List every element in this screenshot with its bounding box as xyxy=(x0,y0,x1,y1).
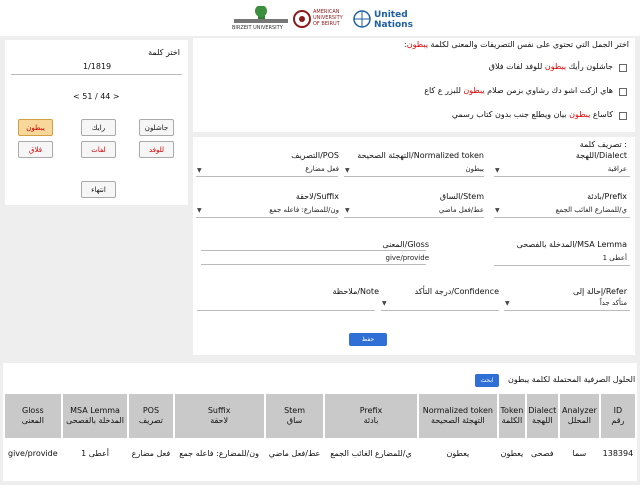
aub-seal-icon xyxy=(293,8,311,30)
sentence-checkbox-3[interactable] xyxy=(619,112,627,120)
prefix-chevron-down-icon[interactable]: ▼ xyxy=(495,207,500,214)
cell-gloss: give/provide xyxy=(5,440,61,468)
cell-prefix: ي/للمضارع الغائب الجمع xyxy=(325,440,416,468)
cell-dialect: فصحى xyxy=(527,440,558,468)
results-title: الحلول الصرفية المحتملة لكلمة يبطون xyxy=(508,375,636,384)
word-button-4[interactable]: للوفد xyxy=(139,141,174,158)
word-picker-panel xyxy=(5,40,188,205)
confidence-chevron-down-icon[interactable]: ▼ xyxy=(382,300,387,307)
un-text-line-2: Nations xyxy=(374,20,413,30)
birzeit-text: BIRZEIT UNIVERSITY xyxy=(232,25,283,31)
done-button[interactable]: انتهاء xyxy=(81,181,116,198)
suffix-label: لاحقة/Suffix xyxy=(295,192,339,201)
cell-normalized: يعطون xyxy=(419,440,498,468)
normalized-label: التهجئة الصحيحة/Normalized token xyxy=(357,151,484,160)
confidence-label: درجة التأكد/Confidence xyxy=(414,287,499,296)
aub-logo xyxy=(293,6,349,32)
dialect-chevron-down-icon[interactable]: ▼ xyxy=(495,167,500,174)
un-logo xyxy=(352,6,412,32)
stem-select[interactable]: عط/فعل ماضي xyxy=(438,206,484,214)
un-emblem-icon xyxy=(352,9,372,29)
birzeit-logo xyxy=(232,6,290,32)
cell-msa-lemma: أعطى 1 xyxy=(63,440,128,468)
gloss-label: المعنى/Gloss xyxy=(382,240,429,249)
word-button-2[interactable]: رايك xyxy=(81,119,116,136)
aub-text-line-2: UNIVERSITY xyxy=(313,15,343,21)
search-button[interactable]: ابحث xyxy=(475,374,499,387)
word-button-1[interactable]: جاشلون xyxy=(139,119,174,136)
table-row[interactable] xyxy=(5,440,635,468)
sentence-checkbox-1[interactable] xyxy=(619,64,627,72)
note-label: ملاحظة/Note xyxy=(332,287,379,296)
refer-select[interactable]: متأكد جداً xyxy=(599,299,627,307)
cell-stem: عط/فعل ماضي xyxy=(266,440,324,468)
stem-chevron-down-icon[interactable]: ▼ xyxy=(345,207,350,214)
normalized-select[interactable]: يبطون xyxy=(465,165,484,173)
save-button[interactable]: حفظ xyxy=(349,333,387,346)
logos-bar xyxy=(0,0,640,36)
cell-suffix: ون/للمضارع: فاعله جمع xyxy=(175,440,264,468)
refer-chevron-down-icon[interactable]: ▼ xyxy=(505,300,510,307)
word-button-6[interactable]: فلاق xyxy=(18,141,53,158)
cell-pos: فعل مضارع xyxy=(129,440,172,468)
cell-token: يعطون xyxy=(499,440,524,468)
word-picker-title: اختر كلمة xyxy=(148,48,180,57)
prefix-select[interactable]: ي/للمضارع الغائب الجمع xyxy=(555,206,627,214)
header-msa-lemma: MSA Lemma المدخلة بالفصحى xyxy=(63,394,128,438)
word-button-5[interactable]: لفات xyxy=(81,141,116,158)
normalized-chevron-down-icon[interactable]: ▼ xyxy=(345,167,350,174)
sentence-text-1: جاشلون رأيك يبطون للوفد لفات فلاق xyxy=(488,62,613,71)
gloss-input[interactable]: give/provide xyxy=(385,254,429,262)
suffix-select[interactable]: ون/للمضارع: فاعله جمع xyxy=(269,206,339,214)
stem-label: الساق/Stem xyxy=(439,192,484,201)
pos-label: التصريف/POS xyxy=(291,151,339,160)
msa-lemma-label: المدخلة بالفصحى/MSA Lemma xyxy=(516,240,627,249)
header-gloss: Gloss المعنى xyxy=(5,394,61,438)
header-analyzer: Analyzer المحلل xyxy=(560,394,599,438)
header-prefix: Prefix بادئة xyxy=(325,394,416,438)
header-token: Token الكلمة xyxy=(499,394,524,438)
pos-chevron-down-icon[interactable]: ▼ xyxy=(197,167,202,174)
header-suffix: Suffix لاحقة xyxy=(175,394,264,438)
dialect-label: اللهجة/Dialect xyxy=(575,151,627,160)
un-text-line-1: United xyxy=(374,10,408,20)
dialect-select[interactable]: عراقية xyxy=(607,165,627,173)
word-button-3-selected[interactable]: يبطون xyxy=(18,119,53,136)
aub-text-line-3: OF BEIRUT xyxy=(313,21,340,27)
word-counter: 1/1819 xyxy=(83,62,112,71)
sentence-text-3: كاساع يبطون بيان ويطلع جنب بدون كتاب رسمي xyxy=(451,110,613,119)
header-dialect: Dialect اللهجة xyxy=(527,394,558,438)
msa-lemma-input[interactable]: أعطى 1 xyxy=(602,254,627,262)
pos-select[interactable]: فعل مضارع xyxy=(305,165,339,173)
form-panel xyxy=(193,137,635,355)
sentence-text-2: هاي ازكت اشو دك رشاوي بزمن صلام يبطون للبزر ع كاع xyxy=(424,86,613,95)
header-stem: Stem ساق xyxy=(266,394,324,438)
cell-analyzer: سما xyxy=(560,440,599,468)
aub-text-line-1: AMERICAN xyxy=(313,9,340,15)
form-title: تصريف كلمة : xyxy=(579,140,627,149)
cell-id: 138394 xyxy=(601,440,635,468)
sentence-checkbox-2[interactable] xyxy=(619,88,627,96)
header-normalized: Normalized token التهجئة الصحيحة xyxy=(419,394,498,438)
prefix-label: بادئة/Prefix xyxy=(587,192,627,201)
word-nav[interactable]: < 51 / 44 > xyxy=(73,92,120,101)
refer-label: إحالة إلى/Refer xyxy=(572,287,627,296)
header-pos: POS تصريف xyxy=(129,394,172,438)
results-table xyxy=(3,392,637,470)
table-header-row xyxy=(5,394,635,438)
header-id: ID رقم xyxy=(601,394,635,438)
sentences-prompt: اختر الجمل التي تحتوي على نفس التصريفات والمعنى لكلمة يبطون: xyxy=(404,40,629,49)
sentences-panel xyxy=(193,38,635,132)
suffix-chevron-down-icon[interactable]: ▼ xyxy=(197,207,202,214)
